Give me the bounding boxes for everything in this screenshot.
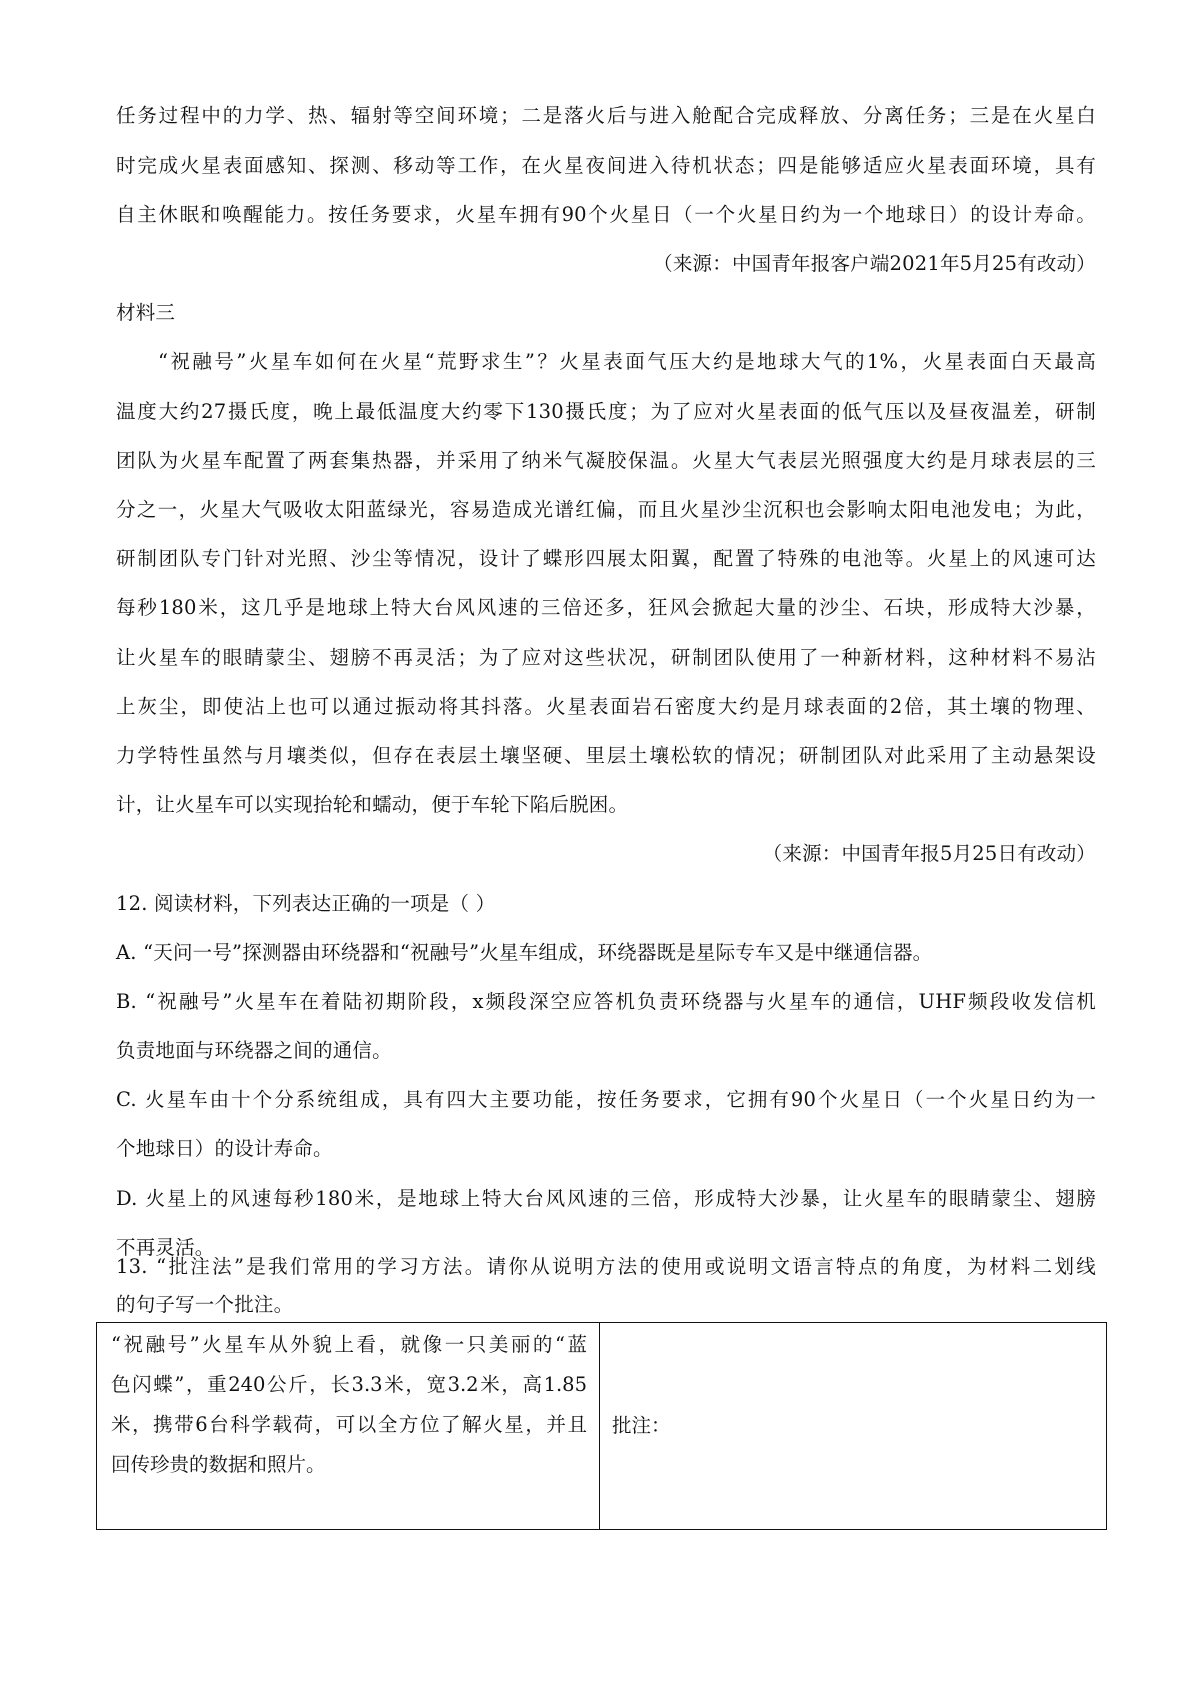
material3-line-3: 团队为火星车配置了两套集热器，并采用了纳米气凝胶保温。火星大气表层光照强度大约是月球表层的三 — [116, 449, 1096, 472]
material3-line-2: 温度大约27摄氏度，晚上最低温度大约零下130摄氏度；为了应对火星表面的低气压以及昼夜温差，研制 — [116, 400, 1096, 423]
material3-line-5: 研制团队专门针对光照、沙尘等情况，设计了蝶形四展太阳翼，配置了特殊的电池等。火星上的风速可达 — [116, 547, 1096, 570]
material3-heading: 材料三 — [116, 301, 176, 324]
question13-stem-line-1: 13. “批注法”是我们常用的学习方法。请你从说明方法的使用或说明文语言特点的角度，为材料二划线 — [116, 1255, 1096, 1278]
passage-line-4: 回传珍贵的数据和照片。 — [111, 1453, 326, 1476]
material2-source: （来源：中国青年报客户端2021年5月25有改动） — [653, 252, 1096, 275]
passage-line-3: 米，携带6台科学载荷，可以全方位了解火星，并且 — [111, 1413, 587, 1436]
material3-line-7: 让火星车的眼睛蒙尘、翅膀不再灵活；为了应对这些状况，研制团队使用了一种新材料，这种材料不易沾 — [116, 646, 1096, 669]
material3-line-4: 分之一，火星大气吸收太阳蓝绿光，容易造成光谱红偏，而且火星沙尘沉积也会影响太阳电池发电；为此， — [116, 498, 1096, 521]
annotation-label: 批注： — [612, 1414, 671, 1437]
material3-source: （来源：中国青年报5月25日有改动） — [762, 842, 1096, 865]
annotation-table — [96, 1322, 1107, 1530]
passage-line-2: 色闪蝶”，重240公斤，长3.3米，宽3.2米，高1.85 — [111, 1373, 587, 1396]
passage-line-1: “祝融号”火星车从外貌上看，就像一只美丽的“蓝 — [111, 1333, 587, 1356]
question12-option-c-line-2: 个地球日）的设计寿命。 — [116, 1137, 333, 1160]
material2-line-3: 自主休眠和唤醒能力。按任务要求，火星车拥有90个火星日（一个火星日约为一个地球日）的设计寿命。 — [116, 203, 1096, 226]
material3-line-1: “祝融号”火星车如何在火星“荒野求生”？火星表面气压大约是地球大气的1%，火星表面白天最高 — [158, 350, 1096, 373]
material3-line-6: 每秒180米，这几乎是地球上特大台风风速的三倍还多，狂风会掀起大量的沙尘、石块，形成特大沙暴， — [116, 596, 1096, 619]
material2-line-1: 任务过程中的力学、热、辐射等空间环境；二是落火后与进入舱配合完成释放、分离任务；三是在火星白 — [116, 104, 1096, 127]
question12-option-d-line-1: D. 火星上的风速每秒180米，是地球上特大台风风速的三倍，形成特大沙暴，让火星车的眼睛蒙尘、翅膀 — [116, 1187, 1096, 1210]
material3-line-8: 上灰尘，即使沾上也可以通过振动将其抖落。火星表面岩石密度大约是月球表面的2倍，其土壤的物理、 — [116, 695, 1096, 718]
question12-option-a: A. “天问一号”探测器由环绕器和“祝融号”火星车组成，环绕器既是星际专车又是中继通信器。 — [116, 941, 933, 964]
question12-option-b-line-1: B. “祝融号”火星车在着陆初期阶段，x频段深空应答机负责环绕器与火星车的通信，UHF频段收发信机 — [116, 990, 1096, 1013]
annotation-answer-cell[interactable] — [600, 1323, 1107, 1530]
question12-option-d-line-2: 不再灵活。 — [116, 1236, 215, 1259]
question12-stem: 12. 阅读材料，下列表达正确的一项是（ ） — [116, 892, 496, 915]
question13-stem-line-2: 的句子写一个批注。 — [116, 1293, 294, 1316]
material3-line-10: 计，让火星车可以实现抬轮和蠕动，便于车轮下陷后脱困。 — [116, 793, 629, 816]
passage-cell — [97, 1323, 600, 1530]
material2-line-2: 时完成火星表面感知、探测、移动等工作，在火星夜间进入待机状态；四是能够适应火星表面环境，具有 — [116, 154, 1096, 177]
annotation-table-row — [97, 1323, 1107, 1530]
question12-option-b-line-2: 负责地面与环绕器之间的通信。 — [116, 1039, 392, 1062]
material3-line-9: 力学特性虽然与月壤类似，但存在表层土壤坚硬、里层土壤松软的情况；研制团队对此采用了主动悬架设 — [116, 744, 1096, 767]
question12-option-c-line-1: C. 火星车由十个分系统组成，具有四大主要功能，按任务要求，它拥有90个火星日（一个火星日约为一 — [116, 1088, 1096, 1111]
